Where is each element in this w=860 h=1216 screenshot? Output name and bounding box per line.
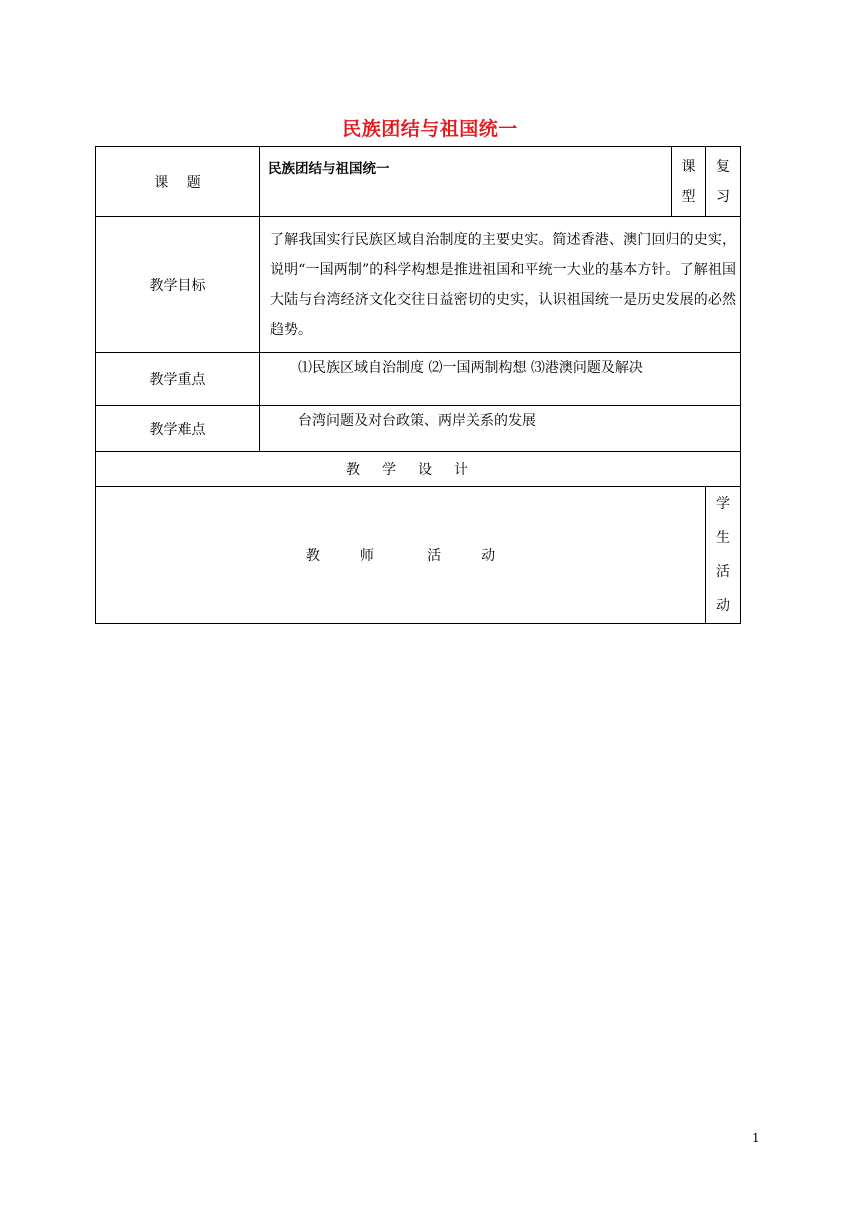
objectives-label: 教学目标 (96, 217, 260, 353)
lesson-plan-table (95, 146, 741, 624)
objectives-text: 了解我国实行民族区域自治制度的主要史实。简述香港、澳门回归的史实，说明“一国两制”的科学构想是推进祖国和平统一大业的基本方针。了解祖国大陆与台湾经济文化交往日益密切的史实，认识祖国统一是历史发展的必然趋势。 (260, 217, 741, 353)
lesson-type-value: 复 习 (706, 147, 741, 217)
difficulties-text: 台湾问题及对台政策、两岸关系的发展 (260, 406, 741, 452)
key-points-text: ⑴民族区域自治制度 ⑵一国两制构想 ⑶港澳问题及解决 (260, 353, 741, 406)
lesson-type-label: 课 型 (672, 147, 706, 217)
page-number: 1 (752, 1131, 760, 1145)
design-header: 教学设计 (96, 452, 741, 487)
key-points-label: 教学重点 (96, 353, 260, 406)
subject-label: 课 题 (96, 147, 260, 217)
difficulties-label: 教学难点 (96, 406, 260, 452)
subject-value: 民族团结与祖国统一 (260, 147, 672, 217)
student-activity-header: 学 生 活 动 (706, 487, 741, 624)
teacher-activity-header: 教 师 活 动 (96, 487, 706, 624)
document-title: 民族团结与祖国统一 (342, 118, 518, 140)
